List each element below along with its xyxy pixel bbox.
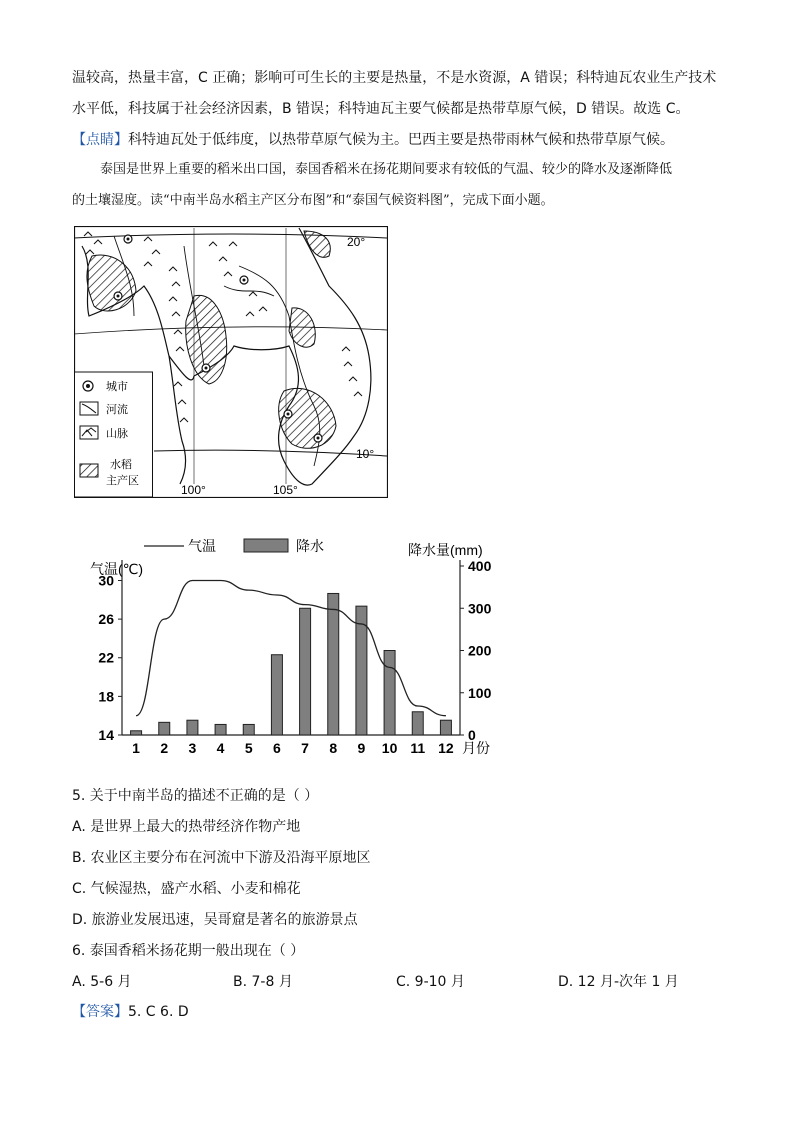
precip-bar — [384, 651, 395, 736]
x-tick-label: 4 — [216, 740, 225, 756]
q6-option-d: D. 12 月-次年 1 月 — [558, 974, 679, 990]
legend-rain-label: 降水 — [296, 538, 324, 554]
passage-line-1: 温较高，热量丰富，C 正确；影响可可生长的主要是热量，不是水资源，A 错误；科特迪瓦农业生产技术 — [72, 70, 717, 86]
legend-river: 河流 — [106, 404, 128, 416]
x-tick-label: 1 — [132, 740, 140, 756]
x-tick-label: 12 — [438, 740, 454, 756]
left-tick-label: 22 — [98, 649, 114, 666]
precip-bar — [131, 731, 142, 735]
thailand-climate-chart — [84, 530, 504, 760]
q6-option-a: A. 5-6 月 — [72, 974, 132, 990]
map-legend — [75, 372, 153, 497]
legend-rice: 水稻 — [110, 459, 132, 471]
rice-area-map — [74, 226, 388, 498]
x-tick-label: 6 — [273, 740, 281, 756]
right-tick-label: 300 — [468, 600, 492, 617]
precip-bar — [300, 608, 311, 735]
answer-text: 5. C 6. D — [128, 1004, 189, 1020]
left-tick-label: 18 — [98, 688, 114, 705]
q5-option-b: B. 农业区主要分布在河流中下游及沿海平原地区 — [72, 850, 371, 866]
legend-rain-swatch — [244, 539, 288, 552]
x-tick-label: 3 — [188, 740, 197, 756]
legend-temp-label: 气温 — [188, 538, 216, 554]
precip-bar — [159, 722, 170, 735]
q6-option-c: C. 9-10 月 — [396, 974, 465, 990]
q6-option-b: B. 7-8 月 — [233, 974, 293, 990]
x-tick-label: 7 — [301, 740, 309, 756]
x-tick-label: 8 — [329, 740, 338, 756]
tip-label: 【点睛】 — [72, 132, 128, 148]
x-tick-label: 5 — [244, 740, 253, 756]
x-tick-label: 2 — [160, 740, 169, 756]
precip-bar — [187, 720, 198, 735]
passage-line-2: 水平低，科技属于社会经济因素，B 错误；科特迪瓦主要气候都是热带草原气候，D 错误。故选 C。 — [72, 101, 690, 117]
precip-bar — [328, 593, 339, 735]
tip-paragraph — [72, 130, 674, 150]
right-axis-title: 降水量(mm) — [408, 542, 483, 558]
lat-20-label: 20° — [347, 235, 366, 249]
x-tick-label: 10 — [381, 740, 398, 756]
answer-line — [72, 1002, 189, 1022]
intro-line-2: 的土壤湿度。读“中南半岛水稻主产区分布图”和“泰国气候资料图”，完成下面小题。 — [72, 193, 554, 208]
q5-option-d: D. 旅游业发展迅速，吴哥窟是著名的旅游景点 — [72, 912, 358, 928]
x-axis-title: 月份 — [462, 740, 490, 756]
right-tick-label: 200 — [468, 642, 492, 659]
precip-bar — [412, 712, 423, 735]
chart-axes — [98, 558, 491, 756]
precip-bar — [440, 720, 451, 735]
tip-text: 科特迪瓦处于低纬度，以热带草原气候为主。巴西主要是热带雨林气候和热带草原气候。 — [128, 132, 674, 148]
left-axis-title: 气温(℃) — [90, 561, 144, 577]
temperature-line — [136, 580, 446, 715]
precip-bar — [243, 724, 254, 735]
right-tick-label: 400 — [468, 558, 492, 574]
x-tick-label: 9 — [357, 740, 366, 756]
legend-city: 城市 — [106, 381, 128, 393]
left-tick-label: 30 — [98, 572, 114, 589]
precip-bar — [215, 724, 226, 735]
legend-rice-2: 主产区 — [106, 475, 139, 487]
legend-mountain: 山脉 — [106, 428, 128, 440]
question-6-stem: 6. 泰国香稻米扬花期一般出现在（ ） — [72, 943, 305, 959]
rice-area-icon — [80, 464, 98, 477]
lon-105-label: 105° — [273, 483, 298, 497]
intro-line-1: 泰国是世界上重要的稻米出口国，泰国香稻米在扬花期间要求有较低的气温、较少的降水及逐渐降低 — [100, 162, 673, 177]
x-tick-label: 11 — [410, 740, 426, 756]
q5-option-c: C. 气候湿热，盛产水稻、小麦和棉花 — [72, 881, 301, 897]
left-tick-label: 26 — [98, 611, 114, 628]
left-tick-label: 14 — [98, 727, 114, 743]
lon-100-label: 100° — [181, 483, 206, 497]
precip-bars — [131, 593, 452, 735]
right-tick-label: 100 — [468, 684, 492, 701]
precip-bar — [271, 655, 282, 735]
q5-option-a: A. 是世界上最大的热带经济作物产地 — [72, 819, 301, 835]
right-tick-label: 0 — [468, 727, 476, 743]
answer-label: 【答案】 — [72, 1004, 128, 1020]
question-5-stem: 5. 关于中南半岛的描述不正确的是（ ） — [72, 788, 319, 804]
lat-10-label: 10° — [356, 447, 375, 461]
